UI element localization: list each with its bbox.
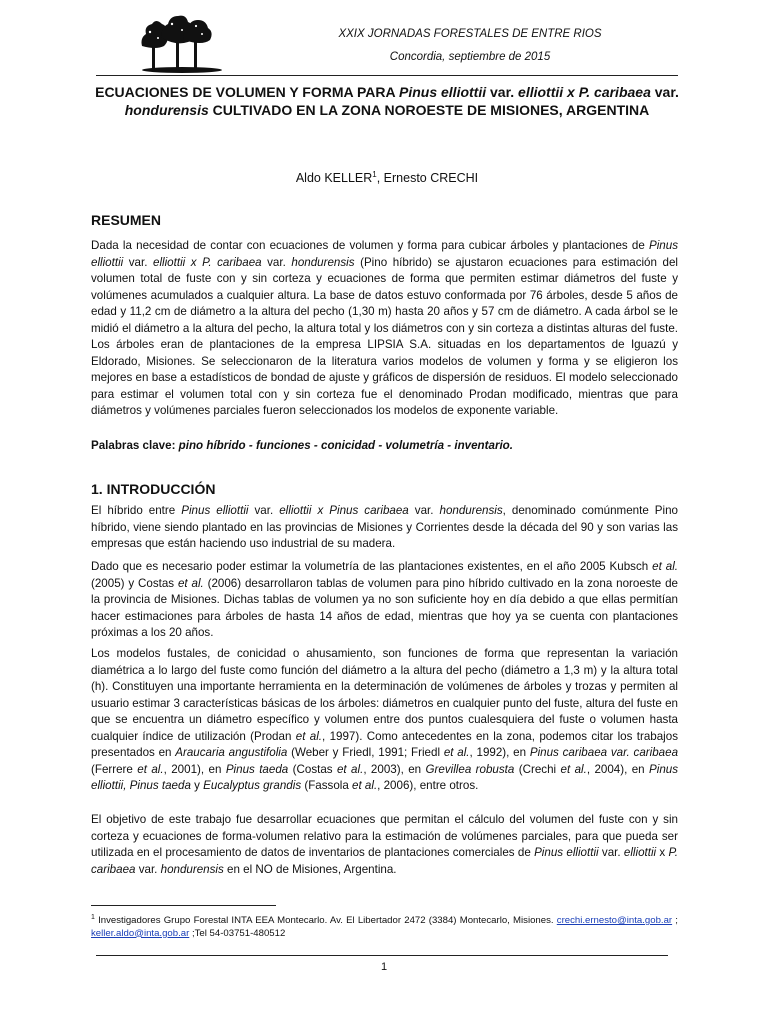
footnote: $^1$ Investigadores Grupo Forestal INTA EEA Montecarlo. Av. El Libertador 2472 (3384) Montecarlo, Misiones. crechi.ernesto@inta.gob.ar ; keller.aldo@inta.gob.ar ;Tel 54-03751-480512 xyxy=(91,914,678,939)
conference-name: XXIX JORNADAS FORESTALES DE ENTRE RIOS xyxy=(338,28,602,40)
email-link-crechi[interactable]: crechi.ernesto@inta.gob.ar xyxy=(556,915,673,927)
abstract-paragraph: Dada la necesidad de contar con ecuaciones de volumen y forma para cubicar árboles y plantaciones de Pinus elliottii var. elliottii x P. caribaea var. hondurensis (Pino híbrido) se ajustaron ecuaciones para estimación del volumen total de fuste con y sin corteza y ecuaciones de forma que permiten estimar diámetros del fuste y volúmenes acumulados a cualquier altura. La base de datos estuvo conformada por 76 árboles, desde 5 años de edad y 11,2 cm de diámetro a la altura del pecho (1,30 m) hasta 20 años y 57 cm de diámetro. A cada árbol se le midió el diámetro a la altura del pecho, la altura total y los diámetros con y sin corteza a distintas alturas del fuste. Los árboles eran de plantaciones de la empresa LIPSIA S.A. situadas en los departamentos de Iguazú y Eldorado, Misiones. Se seleccionaron de la literatura varios modelos de volumen y forma y se eligieron los mejores en base a estadísticos de bondad de ajuste y gráficos de dispersión de residuos. El modelo seleccionado para estimar el volumen total con y sin corteza fue el denominado Prodan modificado, mientras que para diámetros y volúmenes parciales fueron seleccionados los modelos de exponente variable. xyxy=(91,239,678,417)
intro-paragraph-1: El híbrido entre Pinus elliottii var. elliottii x Pinus caribaea var. hondurensis, denominado comúnmente Pino híbrido, viene siendo plantado en las provincias de Misiones y Corrientes desde la década del 90 y son varias las empresas que están haciendo uso industrial de su madera. xyxy=(91,504,678,550)
intro-paragraph-3: Los modelos fustales, de conicidad o ahusamiento, son funciones de forma que representan la variación diamétrica a lo largo del fuste como función del diámetro a la altura del pecho (diámetro a 1,3 m) y la altura total (h). Constituyen una importante herramienta en la determinación de volúmenes de árboles y trozas y permiten al usuario estimar 3 características básicas de los árboles: diámetros en cualquier punto del fuste, altura del fuste en que se encuentra un diámetro específico y volumen entre dos puntos cualesquiera del fuste o volumen hasta cualquier índice de utilización (Prodan et al., 1997). Como antecedentes en la zona, podemos citar los trabajos presentados en Araucaria angustifolia (Weber y Friedl, 1991; Friedl et al., 1992), en Pinus caribaea var. caribaea (Ferrere et al., 2001), en Pinus taeda (Costas et al., 2003), en Grevillea robusta (Crechi et al., 2004), en Pinus elliottii, Pinus taeda y Eucalyptus grandis (Fassola et al., 2006), entre otros. xyxy=(91,647,679,792)
footer-rule xyxy=(96,955,668,956)
conference-place-date: Concordia, septiembre de 2015 xyxy=(389,51,551,63)
paper-title: ECUACIONES DE VOLUMEN Y FORMA PARA Pinus elliottii var. elliottii x P. caribaea var. hondurensis CULTIVADO EN LA ZONA NOROESTE DE MISIONES, ARGENTINA xyxy=(95,84,679,118)
footnote-rule xyxy=(91,905,276,906)
page-number: 1 xyxy=(380,961,388,973)
section-heading-resumen: RESUMEN xyxy=(91,212,162,228)
authors: Aldo KELLER$^1$, Ernesto CRECHI xyxy=(295,170,479,186)
intro-paragraph-4: El objetivo de este trabajo fue desarrollar ecuaciones que permitan el cálculo del volumen del fuste con y sin corteza y ecuaciones de forma-volumen relativo para la estimación de volúmenes parciales, para que pueda ser utilizada en el procesamiento de datos de inventarios de plantaciones comerciales de Pinus elliottii var. elliottii x P. caribaea var. hondurensis en el NO de Misiones, Argentina. xyxy=(91,813,678,876)
intro-paragraph-2: Dado que es necesario poder estimar la volumetría de las plantaciones existentes, en el año 2005 Kubsch et al. (2005) y Costas et al. (2006) desarrollaron tablas de volumen para pino híbrido cultivado en la zona noroeste de la provincia de Misiones. Dichas tablas de volumen ya no son suficiente hoy en día debido a que ellas permitían hacer estimaciones para árboles de hasta 14 años de edad, mientras que hoy ya se cuenta con plantaciones próximas a los 20 años. xyxy=(91,560,678,639)
trees-logo xyxy=(136,12,228,74)
section-heading-introduccion: 1. INTRODUCCIÓN xyxy=(91,481,216,497)
keywords: Palabras clave: pino híbrido - funciones - conicidad - volumetría - inventario. xyxy=(91,439,513,452)
header-rule xyxy=(96,75,678,76)
email-link-keller[interactable]: keller.aldo@inta.gob.ar xyxy=(91,927,190,939)
